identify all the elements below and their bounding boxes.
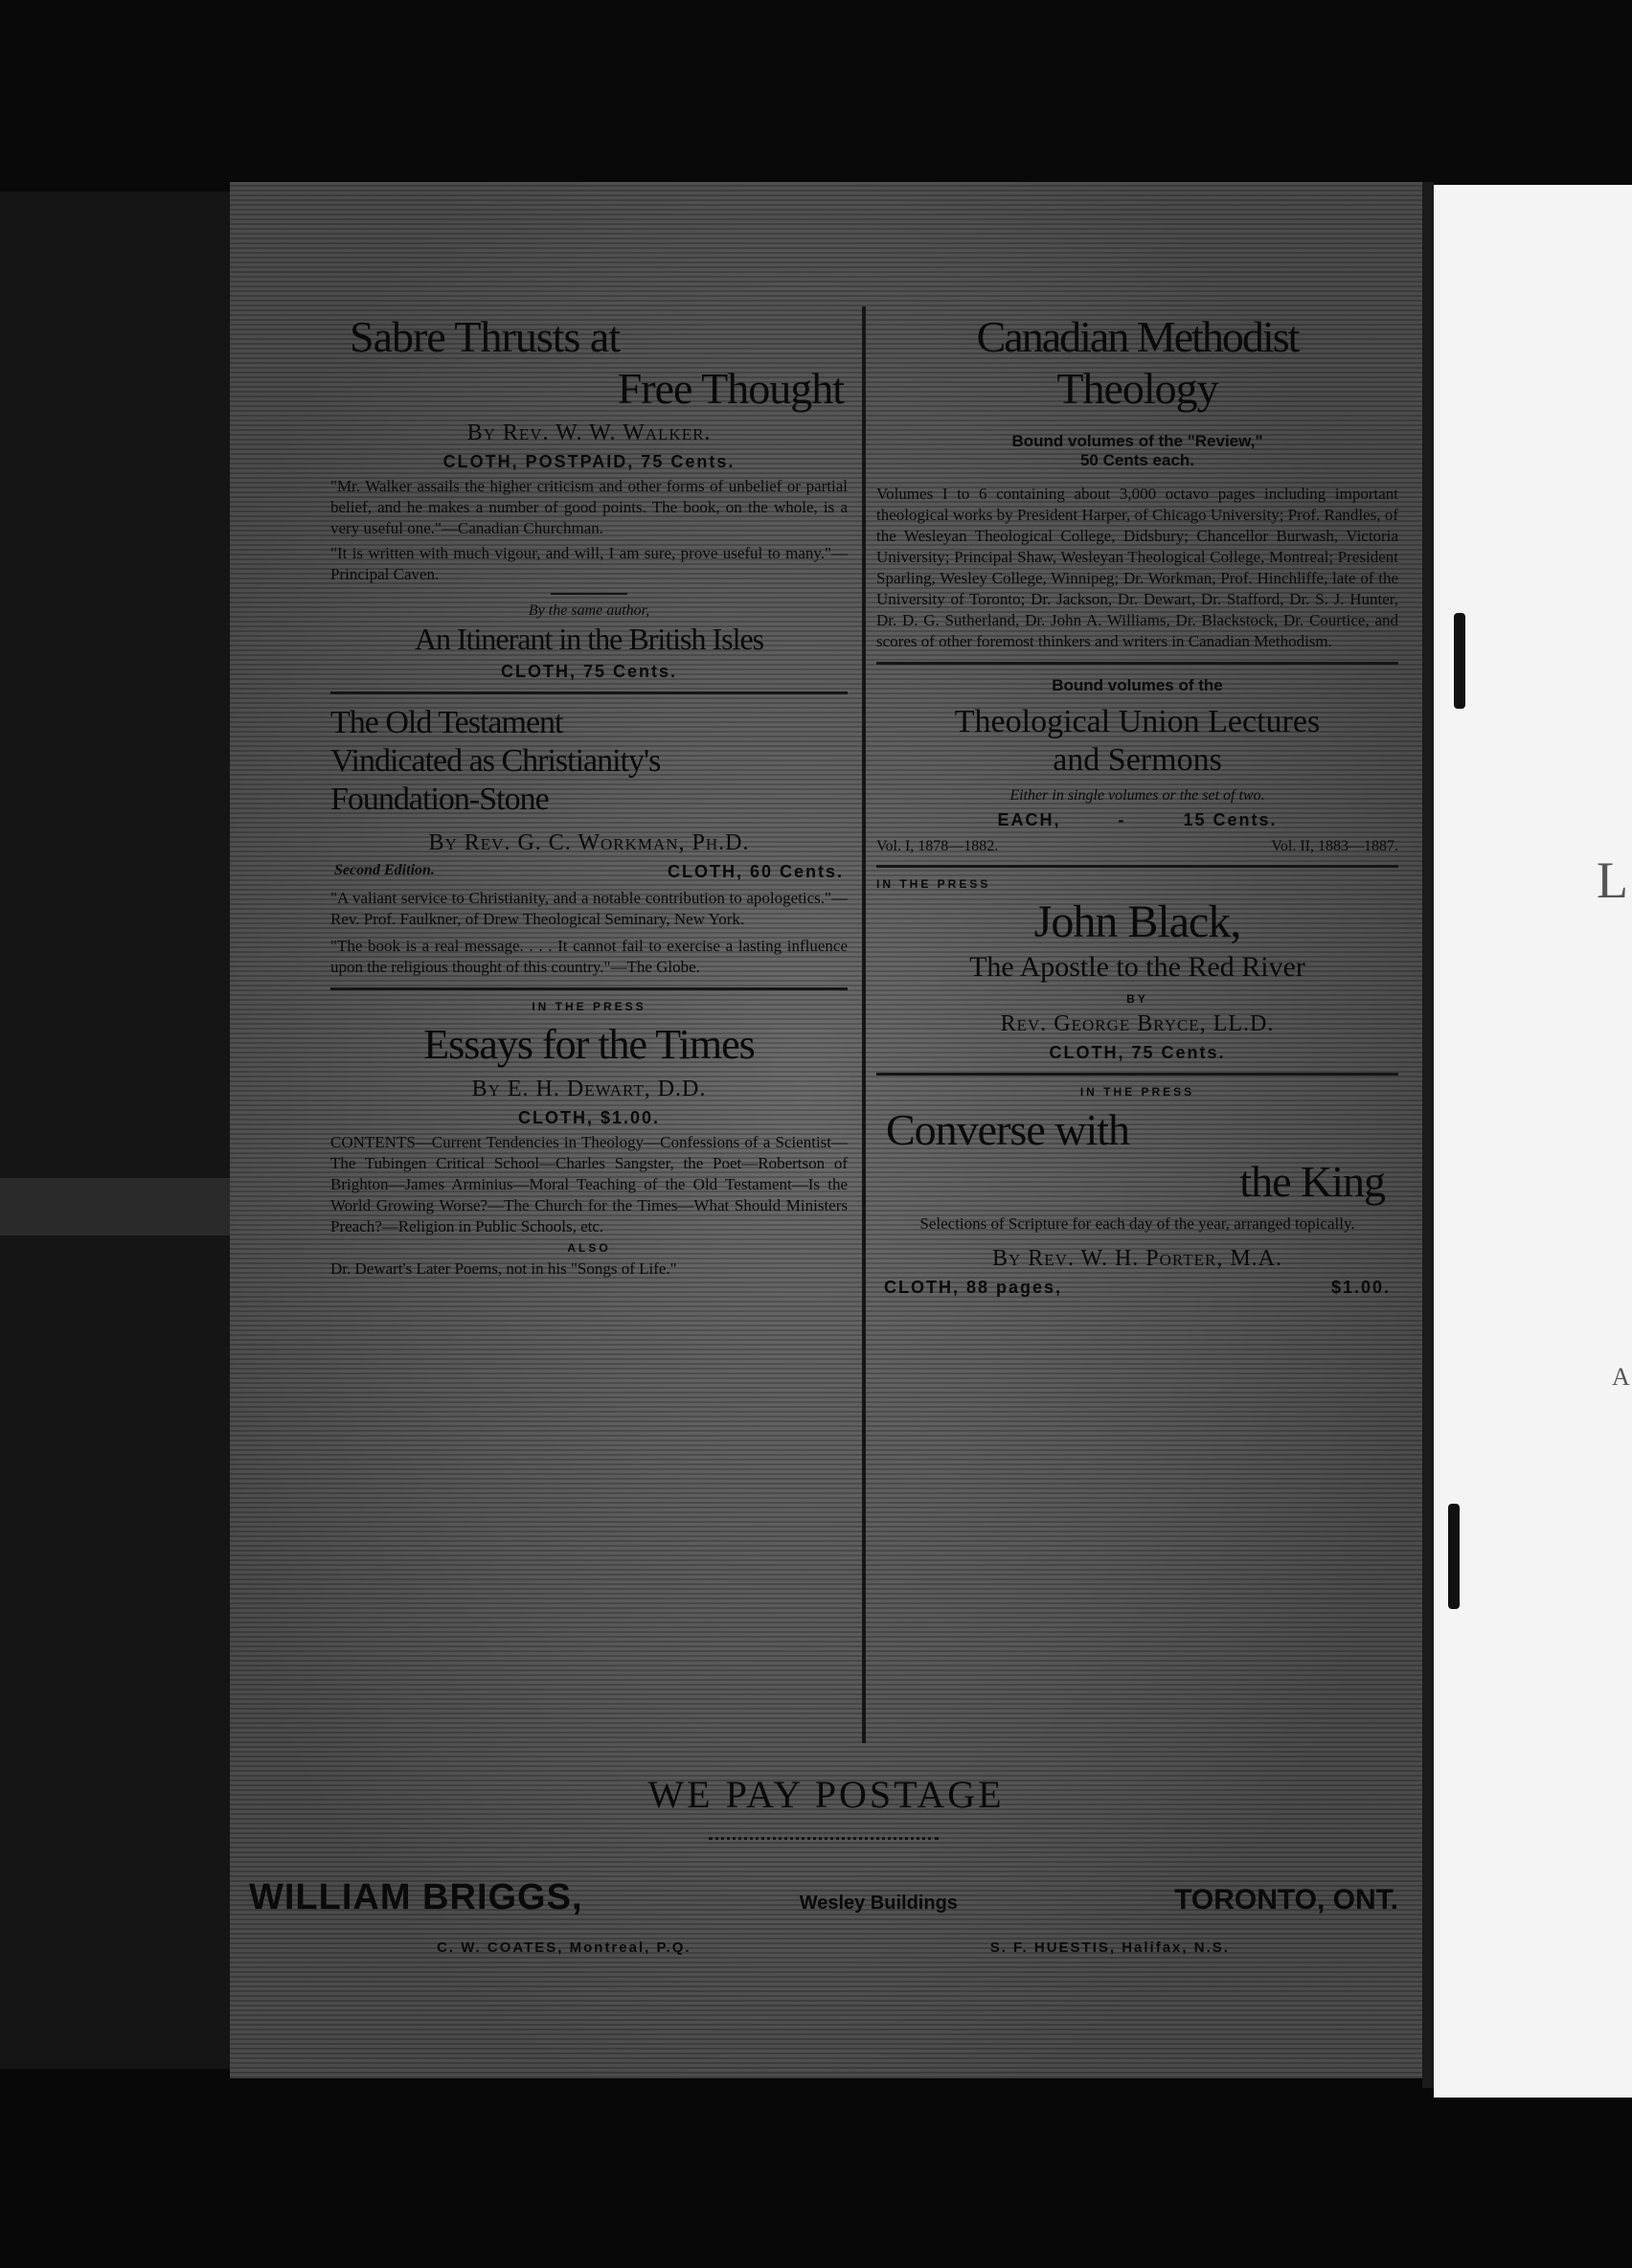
binding-clip [1454, 613, 1465, 709]
advertisement-page [230, 182, 1422, 2078]
ornamental-rule [709, 1829, 939, 1840]
ot-title-line1: The Old Testament [330, 705, 563, 740]
essays-byline: By E. H. Dewart, D.D. [471, 1077, 707, 1101]
union-note: Either in single volumes or the set of two. [1009, 787, 1265, 804]
union-title-line2: and Sermons [1053, 742, 1222, 778]
ot-byline: By Rev. G. C. Workman, Ph.D. [428, 830, 750, 855]
we-pay-postage: WE PAY POSTAGE [647, 1773, 1005, 1816]
ot-quote-1: "A valiant service to Christianity, and a notable contribution to apologetics."—Rev. Prof. Faulkner, of Drew Theological Seminary, New York. [330, 889, 848, 928]
scan-border-bottom [0, 2069, 1632, 2268]
ot-quote-2: "The book is a real message. . . . It cannot fail to exercise a lasting influence upon the religious thought of this country."—The Globe. [330, 937, 848, 976]
converse-section [876, 1085, 1398, 1298]
sabre-title-line2: Free Thought [617, 364, 844, 413]
essays-press-label: IN THE PRESS [532, 1000, 646, 1013]
essays-contents: CONTENTS—Current Tendencies in Theology—Confessions of a Scientist—The Tubingen Critical School—Charles Sangster, the Poet—Robertson of Brighton—James Arminius—Moral Teaching of the Old Testament—Is the World Growing Worse?—The Church for the Times—What Should Ministers Preach?—Religion in Public Schools, etc. [330, 1133, 848, 1236]
jb-title: John Black, [1033, 896, 1241, 947]
essays-also: ALSO [567, 1241, 611, 1255]
essays-title: Essays for the Times [423, 1021, 755, 1068]
cmt-subtitle: Bound volumes of the "Review," [1011, 432, 1263, 450]
essays-price: CLOTH, $1.00. [517, 1108, 661, 1127]
union-each: EACH, [997, 810, 1061, 829]
same-author-label: By the same author, [528, 602, 650, 619]
converse-price-row [876, 1278, 1398, 1298]
old-testament-section [330, 704, 848, 978]
ot-price: CLOTH, 60 Cents. [667, 862, 844, 881]
adjacent-page [1434, 185, 1632, 2098]
jb-subtitle: The Apostle to the Red River [969, 951, 1305, 983]
ot-title-line2: Vindicated as Christianity's [330, 743, 661, 779]
section-rule [876, 1073, 1398, 1076]
column-divider [862, 306, 866, 1743]
jb-by: BY [1126, 992, 1148, 1006]
cmt-body: Volumes I to 6 containing about 3,000 octavo pages including important theological works by President Harper, of Chicago University; Prof. Randles, of the Wesleyan Theological College, Didsbury; Chancellor Burwash, Victoria University; Principal Shaw, Wesleyan Theological College, Montreal; President Sparling, Wesley College, Winnipeg; Dr. Workman, Prof. Hinchliffe, late of the University of Toronto; Dr. Jackson, Dr. Dewart, Dr. Stafford, Dr. S. J. Hunter, Dr. D. G. Sutherland, Dr. John A. Williams, Dr. Blackstock, Dr. Courtice, and scores of other foremost thinkers and writers in Canadian Methodism. [876, 485, 1398, 650]
publisher-line [249, 1877, 1398, 1918]
section-rule [876, 662, 1398, 665]
sabre-byline: By Rev. W. W. Walker. [466, 420, 712, 445]
ot-edition: Second Edition. [334, 862, 435, 878]
binding-clip [1448, 1504, 1460, 1609]
section-rule [876, 865, 1398, 868]
converse-byline: By Rev. W. H. Porter, M.A. [991, 1246, 1283, 1271]
union-section [876, 676, 1398, 855]
converse-cloth: CLOTH, 88 pages, [884, 1278, 1063, 1297]
scan-border-top [0, 0, 1632, 192]
publisher-city: TORONTO, ONT. [1174, 1884, 1398, 1916]
essays-section [330, 1000, 848, 1280]
publisher-address: Wesley Buildings [799, 1893, 958, 1914]
cmt-title-line2: Theology [1056, 364, 1218, 413]
right-column [876, 311, 1398, 1298]
converse-title-line1: Converse with [886, 1105, 1130, 1154]
section-rule [330, 987, 848, 990]
itinerant-title: An Itinerant in the British Isles [414, 622, 764, 656]
ot-title-line3: Foundation-Stone [330, 782, 549, 817]
section-rule [330, 692, 848, 694]
sabre-quote-2: "It is written with much vigour, and will, I am sure, prove useful to many."—Principal Caven. [330, 544, 848, 583]
converse-description: Selections of Scripture for each day of the year, arranged topically. [919, 1214, 1355, 1233]
scan-border-left [0, 192, 230, 2107]
union-price-row [876, 810, 1398, 830]
ot-edition-row [330, 862, 848, 882]
left-column [330, 311, 848, 1280]
itinerant-price: CLOTH, 75 Cents. [500, 662, 678, 681]
jb-press-label: IN THE PRESS [876, 877, 991, 891]
sabre-section [330, 311, 848, 682]
adjacent-page-letter: L [1597, 851, 1628, 909]
agents-line [287, 1939, 1379, 1956]
converse-title-line2: the King [1239, 1157, 1385, 1206]
sabre-quote-1: "Mr. Walker assails the higher criticism and other forms of unbelief or partial belief, and he makes a number of good points. The book, on the whole, is a very useful one."—Canadian Churchman. [330, 477, 848, 537]
sabre-title-line1: Sabre Thrusts at [350, 312, 621, 361]
cmt-title-line1: Canadian Methodist [976, 312, 1299, 361]
converse-price: $1.00. [1330, 1278, 1391, 1297]
cmt-section [876, 311, 1398, 652]
divider [551, 593, 627, 595]
scan-border-artifact [0, 1178, 230, 1236]
union-vol-2: Vol. II, 1883—1887. [1271, 838, 1398, 854]
union-volumes-row [876, 838, 1398, 855]
agent-halifax: S. F. HUESTIS, Halifax, N.S. [989, 1939, 1230, 1956]
converse-press-label: IN THE PRESS [1079, 1085, 1195, 1099]
adjacent-page-letter: A [1612, 1363, 1630, 1391]
union-title-line1: Theological Union Lectures [954, 704, 1321, 739]
sabre-price: CLOTH, POSTPAID, 75 Cents. [442, 452, 736, 471]
page-edge [1422, 182, 1434, 2088]
essays-also-text: Dr. Dewart's Later Poems, not in his "Songs of Life." [330, 1259, 677, 1278]
union-vol-1: Vol. I, 1878—1882. [876, 838, 999, 854]
agent-montreal: C. W. COATES, Montreal, P.Q. [437, 1939, 691, 1956]
john-black-section [876, 877, 1398, 1063]
union-label: Bound volumes of the [1052, 676, 1223, 694]
union-dash: - [1118, 810, 1126, 829]
union-price: 15 Cents. [1183, 810, 1278, 829]
publisher-name: WILLIAM BRIGGS, [249, 1877, 583, 1917]
cmt-price: 50 Cents each. [1079, 451, 1195, 469]
jb-author: Rev. George Bryce, LL.D. [1000, 1011, 1275, 1036]
jb-price: CLOTH, 75 Cents. [1049, 1043, 1226, 1062]
